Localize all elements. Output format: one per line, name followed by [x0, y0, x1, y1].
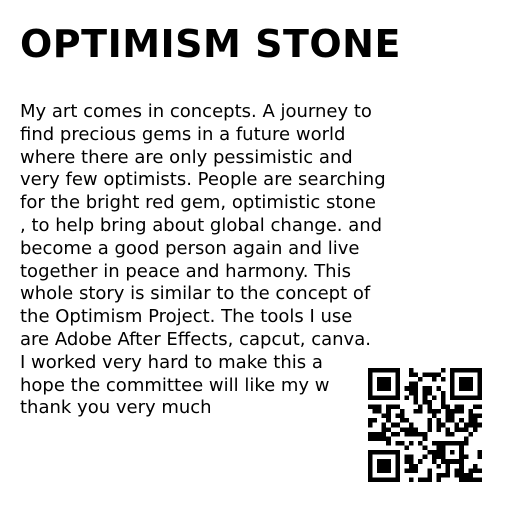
- statement-line: I worked very hard to make this a: [20, 351, 323, 373]
- qr-code-icon: [368, 368, 482, 482]
- statement-line: where there are only pessimistic and: [20, 146, 353, 168]
- statement-line: together in peace and harmony. This: [20, 260, 351, 282]
- statement-line: whole story is similar to the concept of: [20, 283, 371, 305]
- statement-line: , to help bring about global change. and: [20, 214, 383, 236]
- statement-line: My art comes in concepts. A journey to: [20, 101, 372, 122]
- statement-line: become a good person again and live: [20, 237, 360, 259]
- qr-code[interactable]: [366, 366, 484, 484]
- page-title: OPTIMISM STONE: [20, 22, 401, 66]
- statement-line: very few optimists. People are searching: [20, 169, 386, 191]
- statement-line: find precious gems in a future world: [20, 123, 346, 145]
- statement-line: are Adobe After Effects, capcut, canva.: [20, 328, 371, 350]
- statement-line: for the bright red gem, optimistic stone: [20, 192, 376, 214]
- statement-line: thank you very much: [20, 397, 212, 419]
- statement-line: the Optimism Project. The tools I use: [20, 306, 353, 328]
- statement-line: hope the committee will like my w: [20, 374, 330, 396]
